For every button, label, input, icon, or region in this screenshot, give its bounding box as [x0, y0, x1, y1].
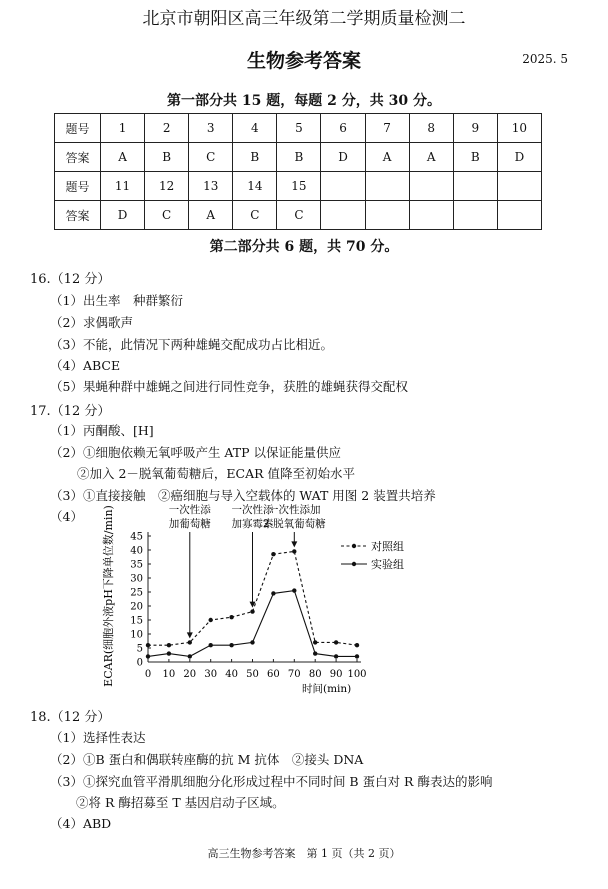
chart-point: [167, 651, 171, 655]
chart-point: [188, 640, 192, 644]
chart-point: [334, 640, 338, 644]
answer-table-cell: 8: [409, 114, 453, 143]
chart-annotation-arrowhead: [291, 541, 297, 547]
chart-point: [229, 615, 233, 619]
chart-point: [146, 654, 150, 658]
chart-point: [313, 651, 317, 655]
answer-table-cell: 5: [277, 114, 321, 143]
answer-table-cell: B: [145, 143, 189, 172]
q17-line-2: （2）①细胞依赖无氧呼吸产生 ATP 以保证能量供应: [50, 445, 341, 460]
q16-line-3: （3）不能，此情况下两种雄蝇交配成功占比相近。: [50, 337, 333, 352]
chart-point: [188, 654, 192, 658]
chart-y-tick-label: 5: [136, 643, 143, 655]
chart-x-tick-label: 0: [144, 669, 152, 680]
chart-annotation-line2: 加寡霉素: [231, 518, 274, 530]
chart-y-tick-label: 0: [136, 657, 143, 669]
answer-table-cell: A: [365, 143, 409, 172]
answer-table-cell: D: [321, 143, 365, 172]
answer-table-cell: C: [277, 201, 321, 230]
chart-annotation-arrowhead: [187, 632, 193, 638]
q17-title: 17.（12 分）: [30, 404, 111, 419]
answer-table-cell: 1: [101, 114, 145, 143]
chart-legend-label: 对照组: [371, 540, 404, 553]
chart-annotation-line1: 一次性添: [231, 504, 274, 516]
answer-table-cell: C: [145, 201, 189, 230]
q18-line-4: ②将 R 酶招募至 T 基因启动子区域。: [76, 795, 285, 810]
answer-table-row-header: 答案: [55, 201, 101, 230]
chart-point: [271, 591, 275, 595]
q18-line-2: （2）①B 蛋白和偶联转座酶的抗 M 抗体 ②接头 DNA: [50, 752, 364, 767]
chart-point: [167, 643, 171, 647]
chart-x-tick-label: 40: [225, 669, 238, 680]
answer-table-cell: A: [409, 143, 453, 172]
chart-y-tick-label: 20: [130, 601, 143, 613]
chart-x-tick-label: 70: [287, 669, 301, 680]
answer-table-cell: 10: [497, 114, 541, 143]
chart-point: [313, 640, 317, 644]
answer-table-cell: D: [497, 143, 541, 172]
chart-x-tick-label: 10: [162, 669, 176, 680]
part2-heading: 第二部分共 6 题，共 70 分。: [209, 239, 399, 255]
chart-point: [271, 552, 275, 556]
chart-x-tick-label: 60: [267, 669, 280, 680]
chart-x-axis-label: 时间(min): [302, 683, 352, 695]
chart-point: [229, 643, 233, 647]
answer-table-cell: B: [277, 143, 321, 172]
q17-line-3: ②加入 2－脱氧葡萄糖后，ECAR 值降至初始水平: [77, 466, 356, 481]
q17-line-1: （1）丙酮酸、[H]: [50, 423, 154, 438]
q18-title: 18.（12 分）: [30, 710, 111, 725]
answer-table-cell: 12: [145, 172, 189, 201]
answer-table-cell: 6: [321, 114, 365, 143]
chart-y-tick-label: 25: [130, 587, 143, 599]
chart-point: [334, 654, 338, 658]
q16-line-2: （2）求偶歌声: [50, 315, 133, 330]
answer-table-cell: C: [189, 143, 233, 172]
chart-annotation-line1: 一次性添: [168, 504, 211, 516]
answer-table-cell: A: [101, 143, 145, 172]
chart-legend-marker: [352, 544, 356, 548]
answer-table-cell: C: [233, 201, 277, 230]
q16-line-5: （5）果蝇种群中雄蝇之间进行同性竞争，获胜的雄蝇获得交配权: [50, 379, 408, 394]
chart-y-tick-label: 35: [130, 559, 143, 571]
chart-x-tick-label: 80: [308, 669, 322, 680]
subject-title: 生物参考答案: [246, 50, 361, 72]
part1-heading: 第一部分共 15 题，每题 2 分，共 30 分。: [167, 93, 441, 109]
chart-legend-marker: [352, 562, 356, 566]
chart-point: [209, 618, 213, 622]
answer-table-cell: D: [101, 201, 145, 230]
chart-point: [250, 640, 254, 644]
chart-y-tick-label: 10: [130, 629, 143, 641]
answer-table-cell: 7: [365, 114, 409, 143]
chart-x-tick-label: 100: [347, 669, 367, 680]
answer-table-cell: B: [453, 143, 497, 172]
q18-line-3: （3）①探究血管平滑肌细胞分化形成过程中不同时间 B 蛋白对 R 酶表达的影响: [50, 774, 493, 789]
q16-line-4: （4）ABCE: [50, 358, 121, 373]
chart-y-tick-label: 45: [130, 531, 143, 543]
chart-y-tick-label: 30: [130, 573, 143, 585]
q17-line-4: （3）①直接接触 ②癌细胞与导入空载体的 WAT 用图 2 装置共培养: [50, 488, 436, 503]
page-footer: 高三生物参考答案 第 1 页（共 2 页）: [207, 847, 401, 860]
chart-x-tick-label: 20: [183, 669, 197, 680]
answer-table-row-header: 题号: [55, 172, 101, 201]
chart-annotation-line2: 2-脱氧葡萄糖: [262, 518, 326, 530]
chart-y-axis-label: ECAR(细胞外液pH下降单位数/min): [102, 505, 115, 687]
exam-date: 2025. 5: [522, 52, 568, 66]
q16-line-1: （1）出生率 种群繁衍: [50, 293, 183, 308]
chart-y-tick-label: 40: [130, 545, 143, 557]
q16-title: 16.（12 分）: [30, 272, 111, 287]
answer-table-cell: 3: [189, 114, 233, 143]
q18-line-5: （4）ABD: [50, 816, 112, 831]
chart-x-tick-label: 30: [204, 669, 218, 680]
chart-legend-label: 实验组: [371, 558, 404, 571]
answer-table-cell: 9: [453, 114, 497, 143]
answer-table-cell: A: [189, 201, 233, 230]
answer-table-row-header: 答案: [55, 143, 101, 172]
chart-point: [292, 588, 296, 592]
chart-y-tick-label: 15: [130, 615, 143, 627]
answer-table-cell: 2: [145, 114, 189, 143]
chart-x-tick-label: 50: [246, 669, 259, 680]
chart-annotation-line2: 加葡萄糖: [168, 518, 211, 530]
answer-table-cell: 4: [233, 114, 277, 143]
answer-table-row-header: 题号: [55, 114, 101, 143]
answer-table-cell: B: [233, 143, 277, 172]
chart-point: [209, 643, 213, 647]
chart-point: [355, 654, 359, 658]
chart-point: [146, 643, 150, 647]
q17-item4-label: （4）: [50, 509, 83, 524]
q18-line-1: （1）选择性表达: [50, 730, 146, 745]
chart-annotation-line1: 一次性添加: [268, 504, 321, 516]
document-title: 北京市朝阳区高三年级第二学期质量检测二: [142, 9, 466, 29]
answer-table-cell: 14: [233, 172, 277, 201]
answer-table-cell: 13: [189, 172, 233, 201]
answer-table-cell: 11: [101, 172, 145, 201]
answer-table-cell: 15: [277, 172, 321, 201]
chart-x-tick-label: 90: [329, 669, 343, 680]
chart-point: [250, 609, 254, 613]
chart-point: [292, 549, 296, 553]
chart-point: [355, 643, 359, 647]
